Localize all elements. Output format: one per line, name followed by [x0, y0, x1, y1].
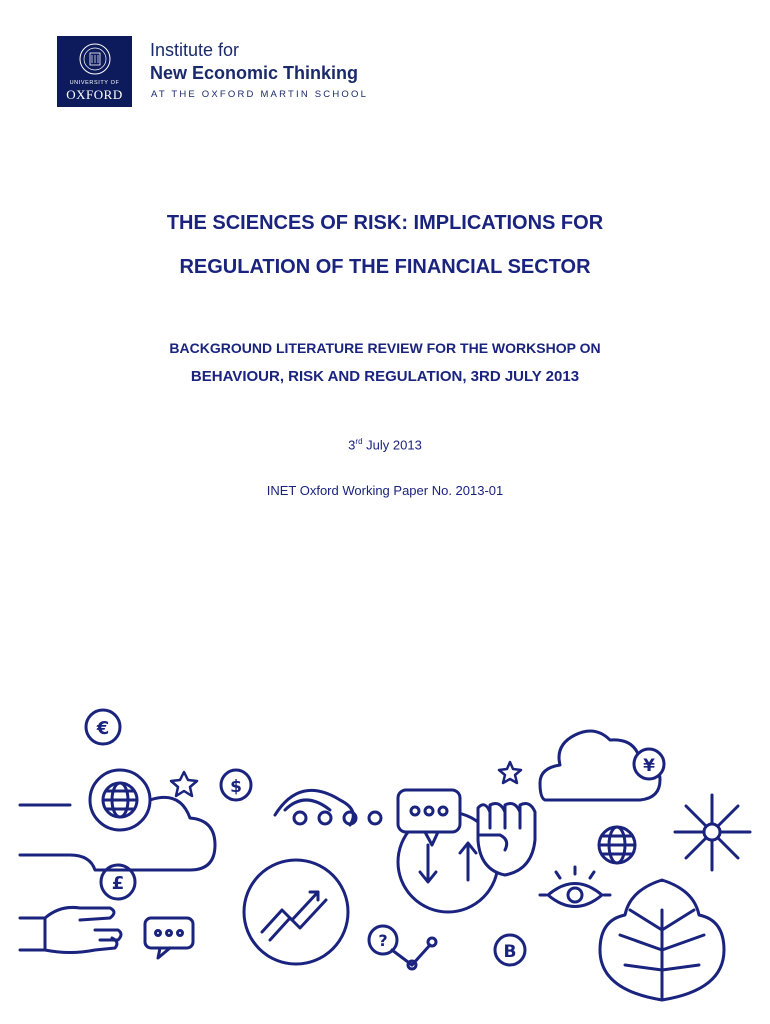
globe-icon	[90, 770, 150, 830]
date-suffix: rd	[355, 437, 363, 446]
institute-name-line1: Institute for	[150, 40, 240, 60]
document-date	[0, 437, 770, 452]
chart-circle-icon	[244, 860, 348, 964]
dollar-coin-icon	[221, 770, 251, 800]
date-day: 3	[348, 437, 356, 453]
pound-symbol: £	[111, 873, 125, 894]
working-paper-number: INET Oxford Working Paper No. 2013-01	[266, 483, 504, 498]
finance-illustration	[0, 690, 770, 1024]
euro-symbol: €	[96, 718, 110, 739]
star-icon	[499, 762, 521, 783]
euro-coin-icon	[86, 710, 120, 744]
document-subtitle-line2: BEHAVIOUR, RISK AND REGULATION, 3RD JULY 2013	[190, 368, 580, 385]
bitcoin-symbol: B	[503, 942, 517, 962]
document-subtitle-line1: BACKGROUND LITERATURE REVIEW FOR THE WORKSHOP ON	[169, 340, 601, 356]
chat-bubble-icon	[145, 918, 193, 958]
leaf-icon	[600, 880, 724, 1000]
network-arc-icon	[275, 790, 381, 825]
date-rest: July 2013	[366, 437, 422, 453]
oxford-logo	[57, 36, 132, 107]
crest-icon	[79, 42, 111, 76]
question-symbol: ?	[378, 931, 388, 950]
star-icon	[171, 772, 197, 796]
fist-icon	[478, 804, 535, 875]
hand-icon	[20, 907, 121, 952]
question-network-icon	[369, 926, 436, 969]
logo-oxford-text: OXFORD	[66, 87, 123, 102]
yen-symbol: ¥	[643, 756, 655, 776]
document-title-line2: REGULATION OF THE FINANCIAL SECTOR	[179, 256, 591, 278]
institute-name-line2: New Economic Thinking	[150, 63, 359, 83]
dollar-symbol: $	[230, 777, 242, 797]
asterisk-icon	[675, 795, 750, 870]
eye-icon	[540, 867, 610, 907]
institute-name-line3: AT THE OXFORD MARTIN SCHOOL	[151, 89, 369, 100]
globe-icon	[599, 827, 635, 863]
bitcoin-icon	[495, 935, 525, 965]
speech-bubble-icon	[398, 790, 460, 845]
logo-university-text: UNIVERSITY OF	[69, 80, 120, 86]
document-title-line1: THE SCIENCES OF RISK: IMPLICATIONS FOR	[166, 212, 604, 234]
yen-coin-icon	[634, 749, 664, 779]
